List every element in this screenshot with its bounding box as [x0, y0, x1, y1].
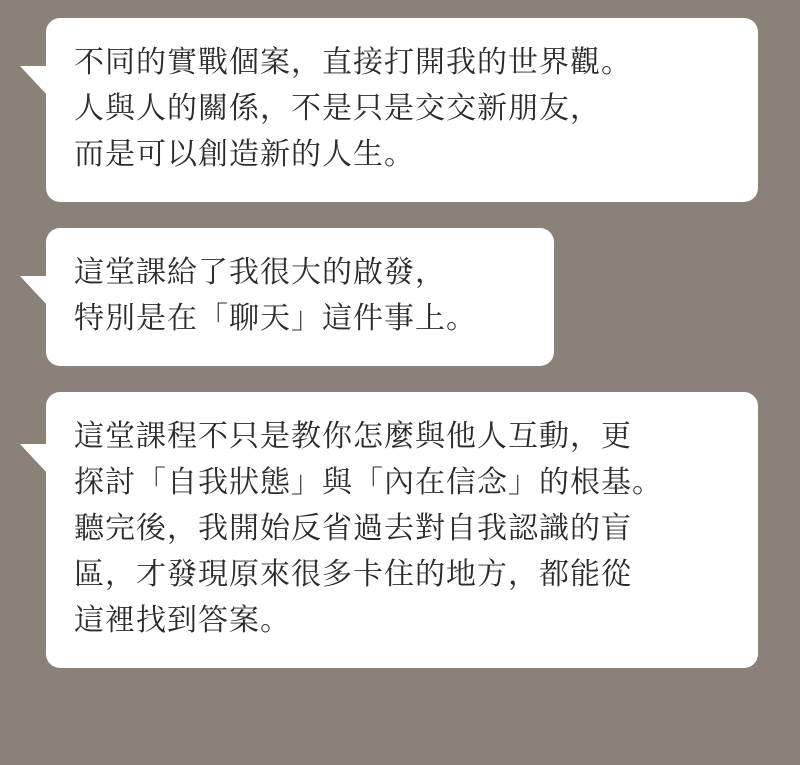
speech-tail-icon: [20, 276, 48, 306]
testimonial-bubble-3: [46, 392, 758, 668]
testimonial-line: 不同的實戰個案，直接打開我的世界觀。: [74, 46, 632, 79]
testimonial-line: 聽完後，我開始反省過去對自我認識的盲: [74, 512, 632, 545]
testimonial-bubble-2: [46, 228, 554, 366]
testimonial-line: 探討「自我狀態」與「內在信念」的根基。: [74, 466, 663, 499]
testimonial-line: 區，才發現原來很多卡住的地方，都能從: [74, 558, 632, 591]
testimonial-line: 這堂課程不只是教你怎麼與他人互動，更: [74, 420, 632, 453]
testimonial-bubble-1: [46, 18, 758, 202]
testimonial-line: 人與人的關係，不是只是交交新朋友，: [74, 92, 601, 125]
speech-tail-icon: [20, 66, 48, 96]
testimonial-line: 而是可以創造新的人生。: [74, 138, 415, 171]
testimonial-line: 特別是在「聊天」這件事上。: [74, 302, 477, 335]
speech-tail-icon: [20, 444, 48, 474]
testimonial-line: 這堂課給了我很大的啟發，: [74, 256, 446, 289]
testimonial-line: 這裡找到答案。: [74, 604, 291, 637]
